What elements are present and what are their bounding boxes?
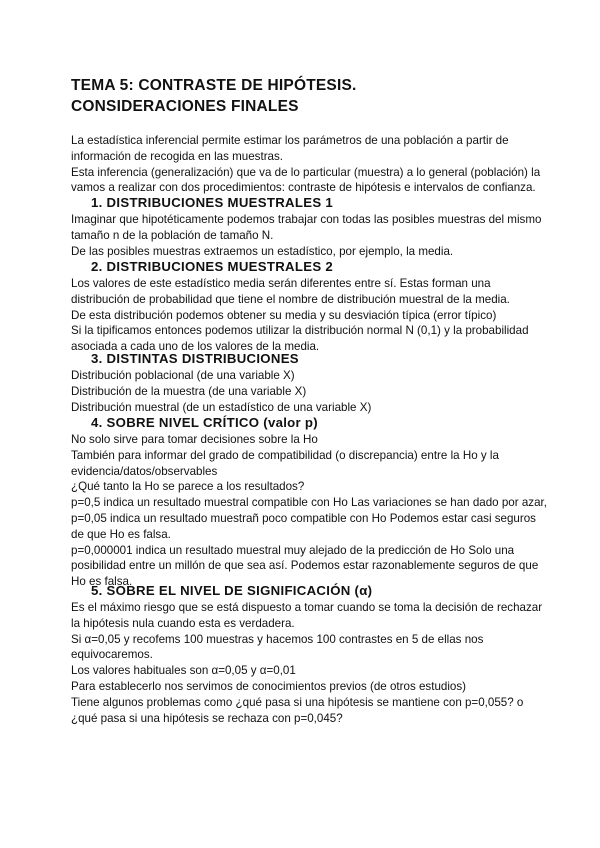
text-line: de que Ho es falsa. [71, 527, 171, 541]
text-line: Si la tipificamos entonces podemos utilizar la distribución normal N (0,1) y la probabilidad [71, 324, 529, 338]
text-line: Si α=0,05 y recofems 100 muestras y hacemos 100 contrastes en 5 de ellas nos [71, 632, 484, 646]
intro-paragraph [71, 133, 541, 196]
text-line: asociada a cada uno de los valores de la media. [71, 340, 320, 354]
text-line: Los valores habituales son α=0,05 y α=0,01 [71, 664, 296, 678]
section-body-1 [71, 212, 541, 259]
text-line: p=0,5 indica un resultado muestral compatible con Ho Las variaciones se han dado por azar, [71, 496, 547, 510]
text-line: posibilidad entre un millón de que sea así. Podemos estar razonablemente seguros de que [71, 559, 539, 573]
section-heading-5: 5. SOBRE EL NIVEL DE SIGNIFICACIÓN (α) [91, 583, 373, 598]
text-line: la hipótesis nula cuando esta es verdadera. [71, 616, 295, 630]
section-heading-4: 4. SOBRE NIVEL CRÍTICO (valor p) [91, 415, 318, 430]
section-body-4 [71, 432, 547, 590]
text-line: Para establecerlo nos servimos de conocimientos previos (de otros estudios) [71, 679, 467, 693]
text-line: vamos a realizar con dos procedimientos: contraste de hipótesis e intervalos de confianza. [71, 181, 536, 195]
text-line: Distribución muestral (de un estadístico de una variable X) [71, 400, 372, 414]
text-line: Distribución poblacional (de una variable X) [71, 369, 295, 382]
text-line: Es el máximo riesgo que se está dispuesto a tomar cuando se toma la decisión de rechazar [71, 601, 543, 614]
text-line: También para informar del grado de compatibilidad (o discrepancia) entre la Ho y la [71, 448, 499, 462]
text-line: No solo sirve para tomar decisiones sobre la Ho [71, 433, 318, 446]
text-line: información de recogida en las muestras. [71, 149, 284, 163]
text-line: De esta distribución podemos obtener su media y su desviación típica (error típico) [71, 308, 497, 322]
section-body-2 [71, 276, 541, 355]
document-title-line-1: TEMA 5: CONTRASTE DE HIPÓTESIS. [71, 77, 357, 94]
section-heading-2: 2. DISTRIBUCIONES MUESTRALES 2 [91, 259, 334, 274]
text-line: ¿qué pasa si una hipótesis se rechaza con p=0,045? [71, 711, 343, 725]
text-line: tamaño n de la población de tamaño N. [71, 228, 274, 242]
text-line: p=0,05 indica un resultado muestrañ poco compatible con Ho Podemos estar casi seguros [71, 511, 536, 525]
text-line: De las posibles muestras extraemos un estadístico, por ejemplo, la media. [71, 244, 454, 258]
section-heading-3: 3. DISTINTAS DISTRIBUCIONES [91, 351, 299, 366]
text-line: ¿Qué tanto la Ho se parece a los resultados? [71, 480, 305, 494]
section-body-3 [71, 368, 541, 415]
text-line: Imaginar que hipotéticamente podemos trabajar con todas las posibles muestras del mismo [71, 213, 542, 226]
text-line: equivocaremos. [71, 648, 153, 662]
text-line: Los valores de este estadístico media serán diferentes entre sí. Estas forman una [71, 277, 491, 290]
text-line: p=0,000001 indica un resultado muestral muy alejado de la predicción de Ho Solo una [71, 543, 515, 557]
document-title-line-2: CONSIDERACIONES FINALES [71, 98, 299, 115]
text-line: evidencia/datos/observables [71, 464, 218, 478]
text-line: Tiene algunos problemas como ¿qué pasa si una hipótesis se mantiene con p=0,055? o [71, 695, 524, 709]
text-line: distribución de probabilidad que tiene el nombre de distribución muestral de la media. [71, 292, 510, 306]
text-line: Distribución de la muestra (de una variable X) [71, 384, 307, 398]
text-line: Ho es falsa. [71, 575, 133, 589]
section-heading-1: 1. DISTRIBUCIONES MUESTRALES 1 [91, 195, 334, 210]
section-body-5 [71, 600, 541, 726]
text-line: La estadística inferencial permite estimar los parámetros de una población a partir de [71, 134, 509, 147]
text-line: Esta inferencia (generalización) que va de lo particular (muestra) a lo general (población) la [71, 165, 541, 179]
